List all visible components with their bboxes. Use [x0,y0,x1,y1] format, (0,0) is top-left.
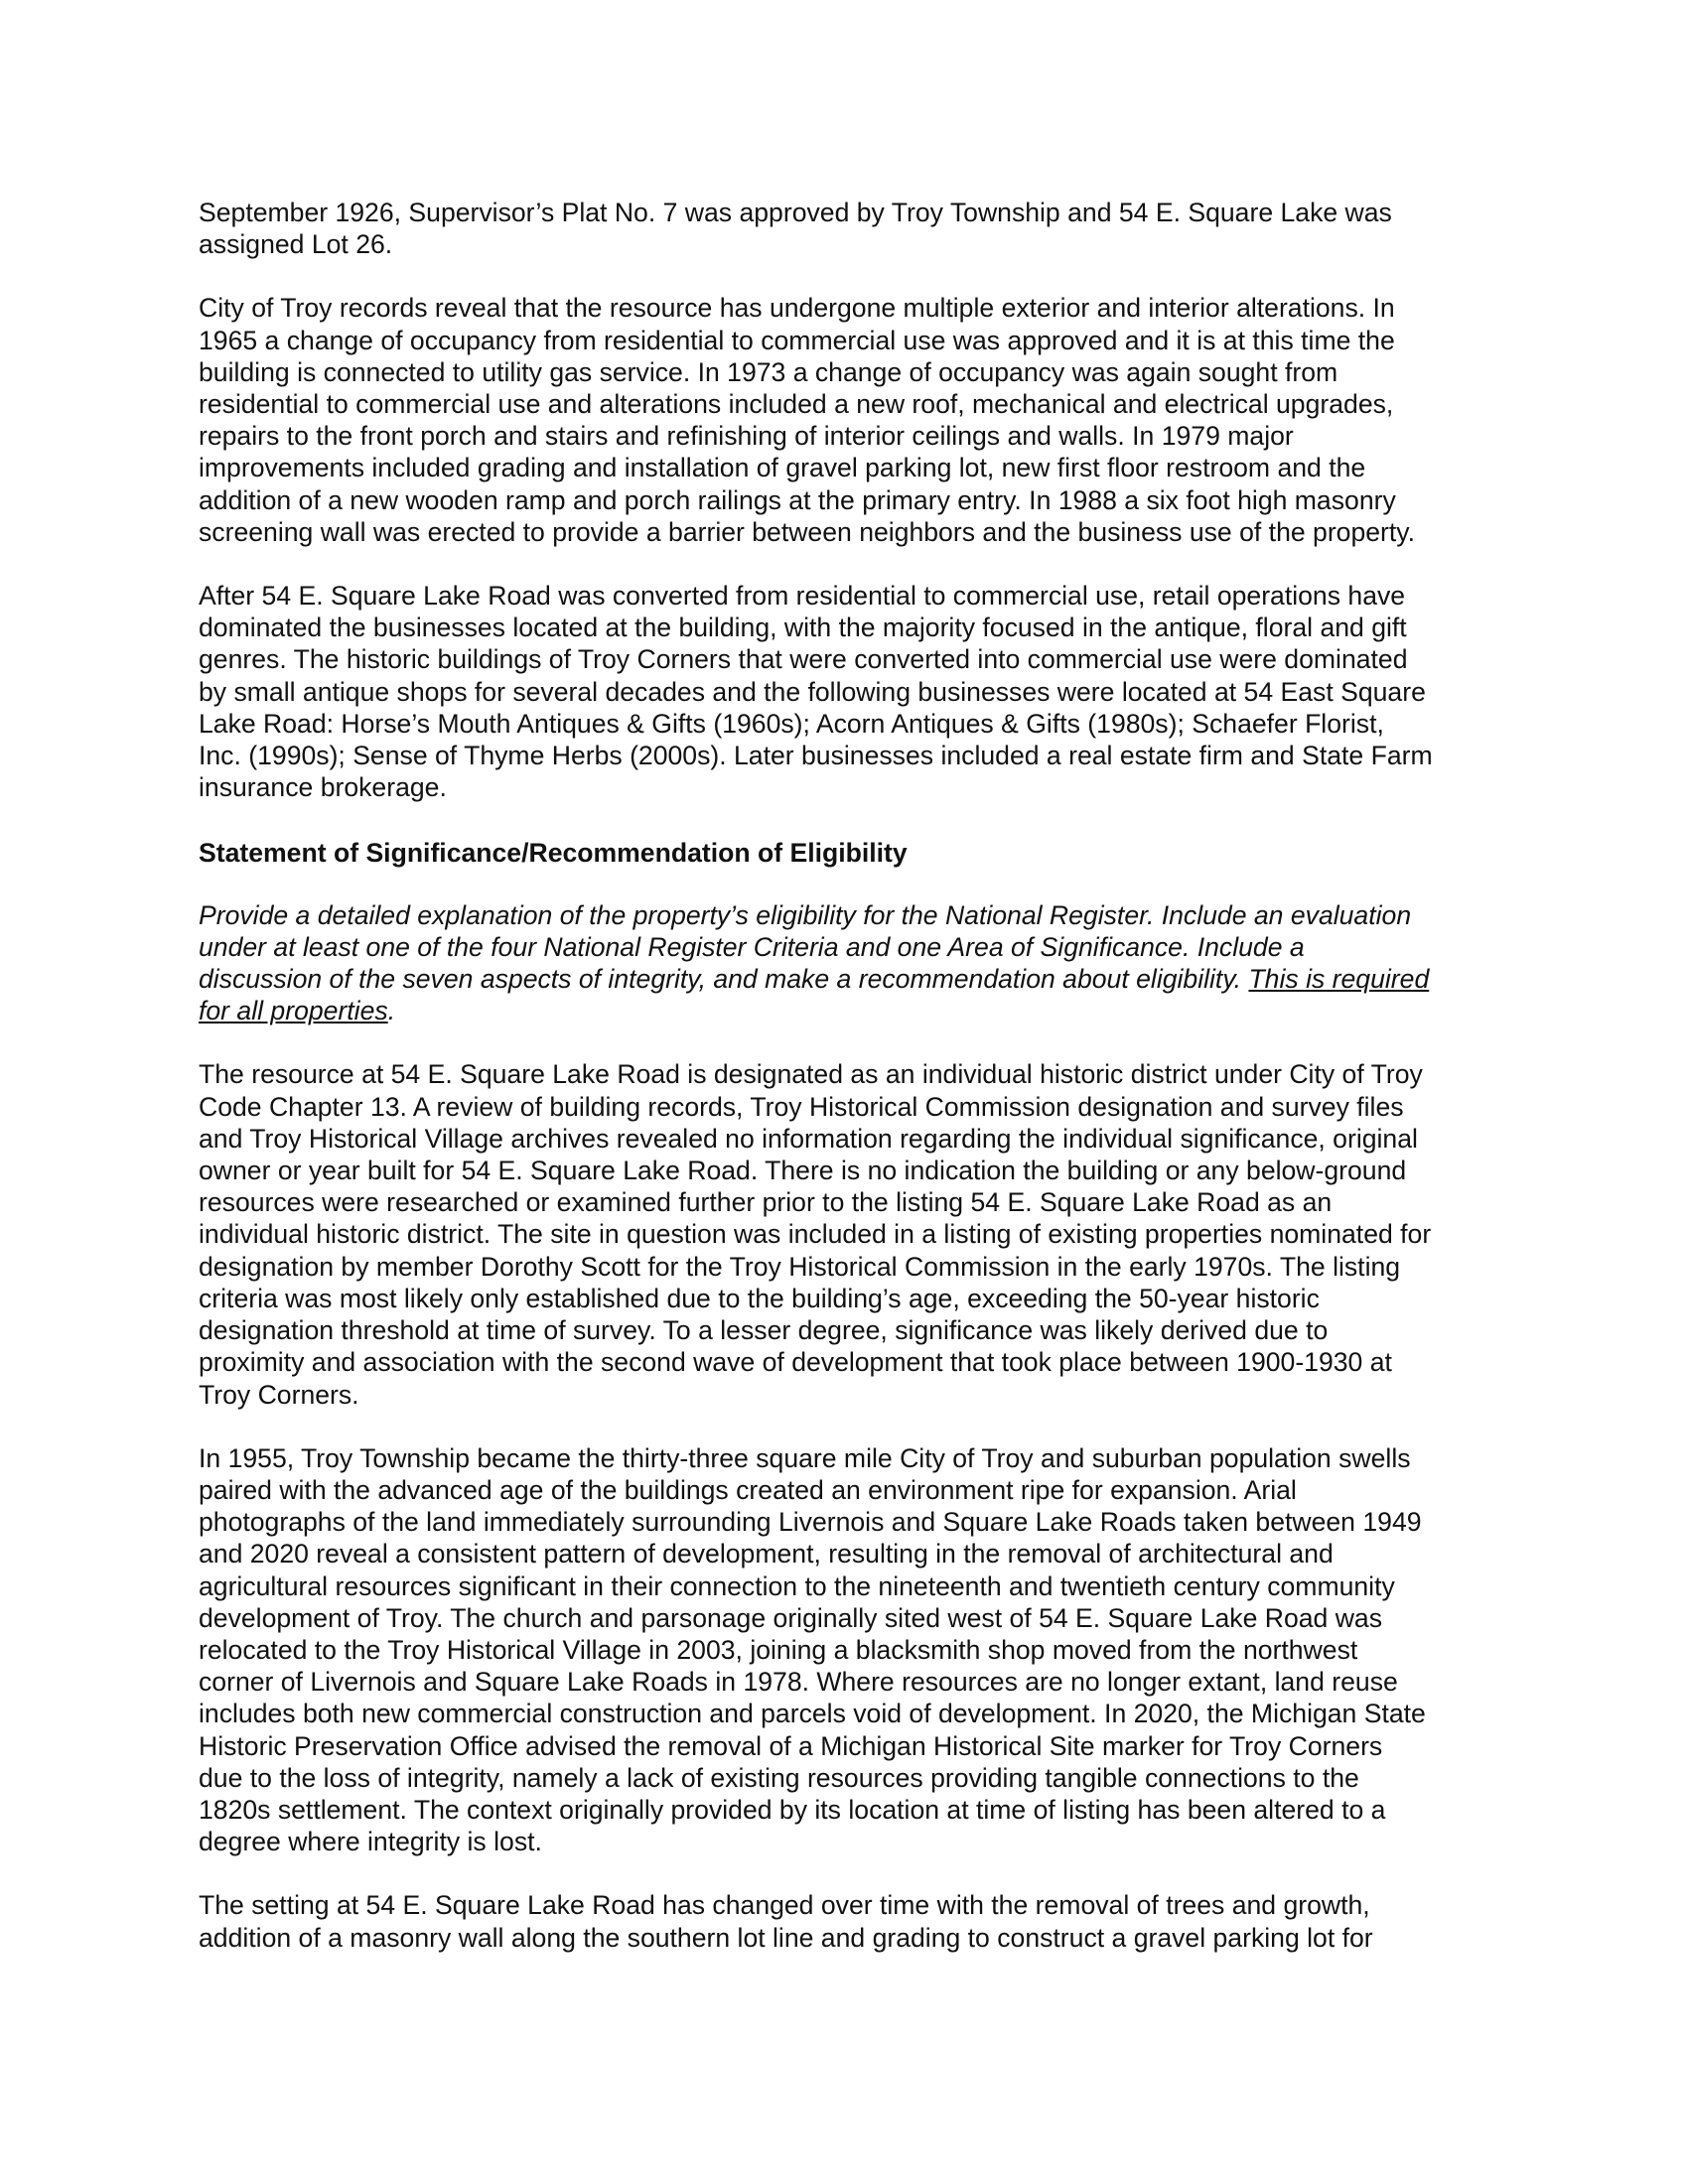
instruction-period: . [387,996,396,1026]
paragraph-alterations: City of Troy records reveal that the resource has undergone multiple exterior and interior alterations. In 1965 a change of occupancy from residential to commercial use was approved and it is at this time the building is connected to utility gas service. In 1973 a change of occupancy was again sought from residential to commercial use and alterations included a new roof, mechanical and electrical upgrades, repairs to the front porch and stairs and refinishing of interior ceilings and walls. In 1979 major improvements included grading and installation of gravel parking lot, new first floor restroom and the addition of a new wooden ramp and porch railings at the primary entry. In 1988 a six foot high masonry screening wall was erected to provide a barrier between neighbors and the business use of the property. [199,293,1416,547]
instruction-required-note: This is required for all properties [199,964,1430,1026]
section-heading: Statement of Significance/Recommendation of Eligibility [199,838,908,869]
paragraph-setting: The setting at 54 E. Square Lake Road has changed over time with the removal of trees and growth, addition of a masonry wall along the southern lot line and grading to construct a gravel parking lot for [199,1890,1373,1953]
paragraph-designation: The resource at 54 E. Square Lake Road is designated as an individual historic district under City of Troy Code Chapter 13. A review of building records, Troy Historical Commission designation and survey files and Troy Historical Village archives revealed no information regarding the individual significance, original owner or year built for 54 E. Square Lake Road. There is no indication the building or any below-ground resources were researched or examined further prior to the listing 54 E. Square Lake Road as an individual historic district. The site in question was included in a listing of existing properties nominated for designation by member Dorothy Scott for the Troy Historical Commission in the early 1970s. The listing criteria was most likely only established due to the building’s age, exceeding the 50-year historic designation threshold at time of survey. To a lesser degree, significance was likely derived due to proximity and association with the second wave of development that took place between 1900-1930 at Troy Corners. [199,1059,1432,1410]
paragraph-plat-approval: September 1926, Supervisor’s Plat No. 7 was approved by Troy Township and 54 E. Square Lake was assigned Lot 26. [199,198,1392,260]
instruction-body: Provide a detailed explanation of the property’s eligibility for the National Register. Include an evaluation under at least one of the four National Register Criteria and one Area of Significance. Include a discussion of the seven aspects of integrity, and make a recommendation about eligibility. [199,899,1412,995]
paragraph-development-history: In 1955, Troy Township became the thirty-three square mile City of Troy and suburban population swells paired with the advanced age of the buildings created an environment ripe for expansion. Arial photographs of the land immediately surrounding Livernois and Square Lake Roads taken between 1949 and 2020 reveal a consistent pattern of development, resulting in the removal of architectural and agricultural resources significant in their connection to the nineteenth and twentieth century community development of Troy. The church and parsonage originally sited west of 54 E. Square Lake Road was relocated to the Troy Historical Village in 2003, joining a blacksmith shop moved from the northwest corner of Livernois and Square Lake Roads in 1978. Where resources are no longer extant, land reuse includes both new commercial construction and parcels void of development. In 2020, the Michigan State Historic Preservation Office advised the removal of a Michigan Historical Site marker for Troy Corners due to the loss of integrity, namely a lack of existing resources providing tangible connections to the 1820s settlement. The context originally provided by its location at time of listing has been altered to a degree where integrity is lost. [199,1442,1426,1857]
paragraph-commercial-use: After 54 E. Square Lake Road was converted from residential to commercial use, retail operations have dominated the businesses located at the building, with the majority focused in the antique, floral and gift genres. The historic buildings of Troy Corners that were converted into commercial use were dominated by small antique shops for several decades and the following businesses were located at 54 East Square Lake Road: Horse’s Mouth Antiques & Gifts (1960s); Acorn Antiques & Gifts (1980s); Schaefer Florist, Inc. (1990s); Sense of Thyme Herbs (2000s). Later businesses included a real estate firm and State Farm insurance brokerage. [199,581,1433,803]
instruction-text [199,899,1494,1027]
document-page [199,197,1494,1985]
